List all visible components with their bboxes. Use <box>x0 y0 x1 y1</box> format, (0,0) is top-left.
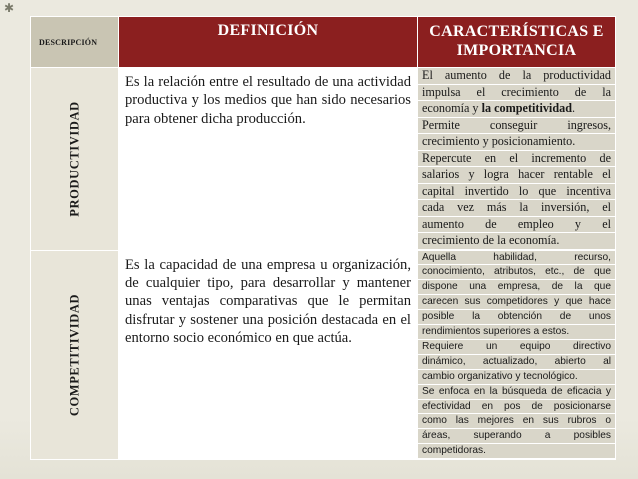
table-row-competitividad <box>31 250 616 460</box>
characteristics-line: como las mejores en sus rubros o <box>418 414 615 429</box>
characteristics-list <box>418 68 615 250</box>
characteristics-line: capital invertido lo que incentiva <box>418 184 615 201</box>
header-descripcion-label: DESCRIPCIÓN <box>39 37 98 47</box>
definition-cell <box>119 250 418 460</box>
row-label-cell <box>31 250 119 460</box>
characteristics-line: Aquella habilidad, recurso, <box>418 251 615 266</box>
header-definicion-label: DEFINICIÓN <box>217 22 319 39</box>
characteristics-line: Permite conseguir ingresos, <box>418 118 615 135</box>
characteristics-line: El aumento de la productividad <box>418 68 615 85</box>
star-bullet-icon: ✱ <box>4 1 15 15</box>
characteristics-line: dispone una empresa, de la que <box>418 280 615 295</box>
header-caracteristicas-line2: IMPORTANCIA <box>456 42 577 59</box>
characteristics-line: posible la obtención de unos <box>418 310 615 325</box>
characteristics-line: aumento de empleo y el <box>418 217 615 234</box>
comparison-table <box>30 16 616 460</box>
characteristics-line: competidoras. <box>418 444 615 459</box>
row-label-competitividad: COMPETITIVIDAD <box>67 293 81 416</box>
row-label-productividad: PRODUCTIVIDAD <box>67 101 81 217</box>
characteristics-list <box>418 251 615 460</box>
definition-cell <box>119 68 418 251</box>
header-caracteristicas-line1: CARACTERÍSTICAS E <box>429 23 604 40</box>
characteristics-cell-productividad <box>418 68 616 251</box>
characteristics-line: Repercute en el incremento de <box>418 151 615 168</box>
characteristics-line: Requiere un equipo directivo <box>418 340 615 355</box>
characteristics-line: salarios y logra hacer rentable el <box>418 167 615 184</box>
characteristics-line: áreas, superando a posibles <box>418 429 615 444</box>
header-caracteristicas <box>418 17 616 68</box>
characteristics-line: rendimientos superiores a estos. <box>418 325 615 340</box>
characteristics-cell-competitividad <box>418 250 616 460</box>
characteristics-line: impulsa el crecimiento de la <box>418 85 615 102</box>
characteristics-line: crecimiento de la economía. <box>418 233 615 250</box>
definition-productividad: Es la relación entre el resultado de una actividad productiva y los medios que han sido necesarios para obtener dicha producción. <box>125 74 411 127</box>
characteristics-line: carecen sus competidores y que hace <box>418 295 615 310</box>
table-header-row <box>31 17 616 68</box>
row-label-cell <box>31 68 119 251</box>
header-descripcion <box>31 17 119 68</box>
characteristics-line: crecimiento y posicionamiento. <box>418 134 615 151</box>
table-row-productividad <box>31 68 616 251</box>
header-definicion <box>119 17 418 68</box>
definition-competitividad: Es la capacidad de una empresa u organización, de cualquier tipo, para desarrollar y mantener unas ventajas comparativas que le permitan disfrutar y sostener una posición destacada en el entorno socio económico en que actúa. <box>125 256 411 347</box>
characteristics-line: conocimiento, atributos, etc., de que <box>418 265 615 280</box>
characteristics-line: cambio organizativo y tecnológico. <box>418 370 615 385</box>
bold-competitividad: la competitividad <box>481 101 572 115</box>
characteristics-line: cada vez más la inversión, el <box>418 200 615 217</box>
characteristics-line: economía y la competitividad. <box>418 101 615 118</box>
characteristics-line: Se enfoca en la búsqueda de eficacia y <box>418 385 615 400</box>
characteristics-line: efectividad en pos de posicionarse <box>418 400 615 415</box>
characteristics-line: dinámico, actualizado, abierto al <box>418 355 615 370</box>
